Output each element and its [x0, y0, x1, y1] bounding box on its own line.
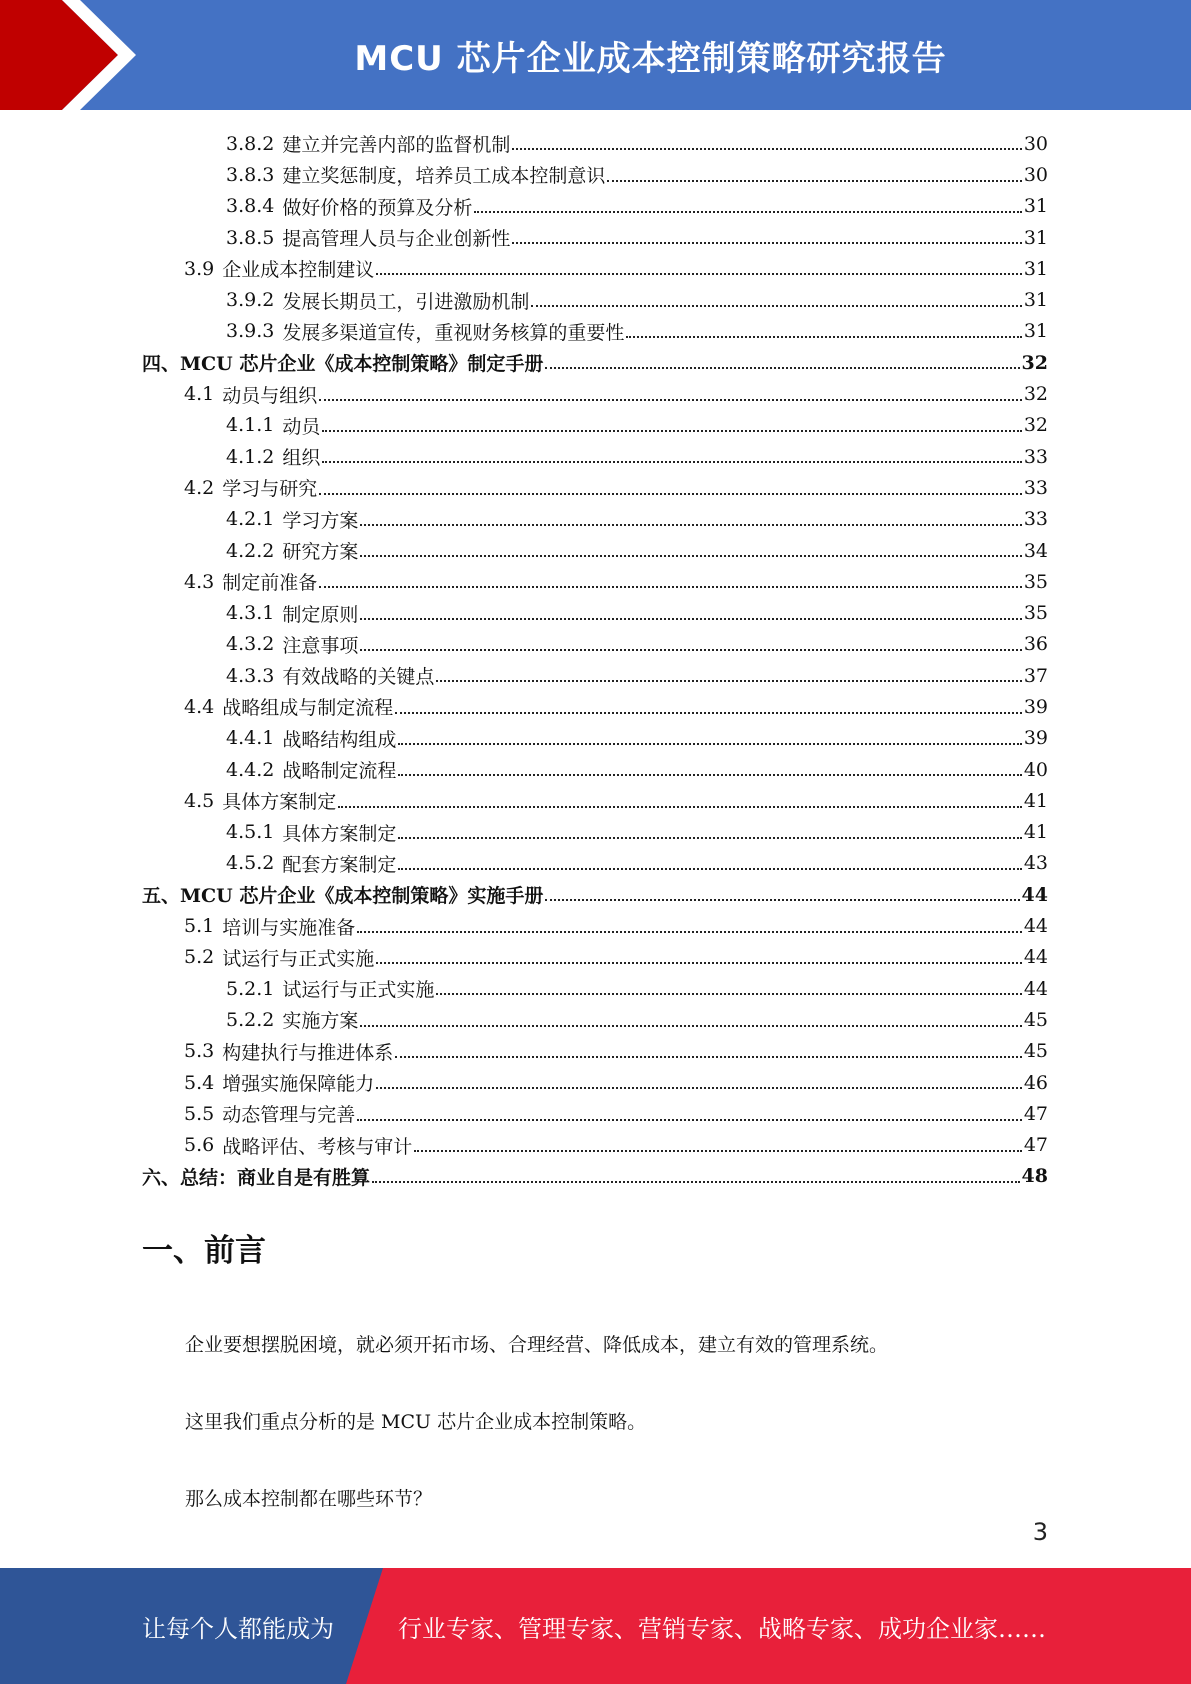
toc-entry[interactable] — [142, 1098, 1048, 1129]
toc-entry-title: 战略组成与制定流程 — [222, 697, 394, 720]
toc-entry-page: 44 — [1023, 946, 1048, 969]
toc-entry[interactable] — [142, 378, 1048, 409]
toc-dot-leader — [545, 898, 1019, 901]
toc-entry-title: 试运行与正式实施 — [282, 979, 435, 1002]
toc-entry-page: 39 — [1023, 727, 1048, 750]
toc-entry-page: 33 — [1023, 476, 1048, 499]
toc-entry[interactable] — [142, 660, 1048, 691]
toc-entry-title: 企业成本控制建议 — [222, 259, 375, 282]
toc-entry-number: 5.5 — [184, 1102, 215, 1125]
toc-dot-leader — [360, 648, 1021, 651]
toc-entry-number: 3.9 — [184, 257, 215, 280]
toc-entry[interactable] — [142, 754, 1048, 785]
toc-entry-title: 研究方案 — [282, 541, 359, 563]
toc-dot-leader — [319, 398, 1022, 401]
toc-entry[interactable] — [142, 222, 1048, 253]
toc-entry[interactable] — [142, 566, 1048, 597]
toc-entry[interactable] — [142, 848, 1048, 879]
toc-dot-leader — [338, 805, 1022, 808]
toc-entry[interactable] — [142, 910, 1048, 941]
toc-entry-page: 44 — [1023, 915, 1048, 938]
toc-dot-leader — [531, 304, 1021, 307]
toc-entry[interactable] — [142, 973, 1048, 1004]
toc-entry-page: 35 — [1023, 602, 1048, 625]
toc-entry-page: 31 — [1023, 226, 1048, 249]
toc-entry-title: 学习与研究 — [222, 478, 318, 501]
toc-entry-title: 注意事项 — [282, 634, 359, 657]
toc-dot-leader — [395, 1055, 1022, 1058]
page-footer — [0, 1568, 1191, 1684]
toc-entry-page: 47 — [1023, 1134, 1048, 1157]
toc-dot-leader — [357, 930, 1022, 933]
toc-entry-page: 44 — [1021, 883, 1048, 906]
toc-entry[interactable] — [142, 879, 1048, 910]
toc-entry-number: 5.6 — [184, 1134, 215, 1157]
toc-entry-title: 战略评估、考核与审计 — [222, 1135, 413, 1158]
toc-entry-title: 制定原则 — [282, 603, 359, 626]
toc-entry-title: 制定前准备 — [222, 572, 318, 595]
toc-dot-leader — [626, 335, 1021, 338]
toc-entry-title: 动态管理与完善 — [222, 1104, 356, 1127]
toc-entry-number: 5.1 — [184, 915, 215, 938]
toc-entry-page: 37 — [1023, 664, 1048, 687]
document-title: MCU 芯片企业成本控制策略研究报告 — [354, 38, 947, 79]
toc-entry-page: 31 — [1023, 257, 1048, 280]
toc-dot-leader — [607, 179, 1021, 182]
toc-entry[interactable] — [142, 785, 1048, 816]
toc-entry-page: 48 — [1021, 1165, 1048, 1188]
toc-entry-title: 建立并完善内部的监督机制 — [282, 134, 511, 157]
toc-entry-page: 39 — [1023, 695, 1048, 718]
toc-dot-leader — [512, 241, 1021, 244]
toc-entry[interactable] — [142, 691, 1048, 722]
toc-entry[interactable] — [142, 1036, 1048, 1067]
toc-dot-leader — [357, 1118, 1022, 1121]
toc-dot-leader — [398, 867, 1021, 870]
toc-entry[interactable] — [142, 441, 1048, 472]
toc-entry-page: 32 — [1021, 351, 1048, 374]
toc-entry[interactable] — [142, 597, 1048, 628]
toc-entry-number: 5.2.1 — [226, 977, 275, 1000]
toc-entry-title: 学习方案 — [282, 509, 359, 532]
toc-entry-title: 有效战略的关键点 — [282, 666, 435, 689]
toc-entry-number: 4.1.2 — [226, 445, 275, 468]
toc-entry-number: 4.5.2 — [226, 852, 275, 875]
toc-entry[interactable] — [142, 942, 1048, 973]
toc-dot-leader — [360, 523, 1021, 526]
toc-entry-number: 3.8.5 — [226, 226, 275, 249]
toc-entry-number: 4.2.1 — [226, 508, 275, 531]
toc-entry-title: 六、总结：商业自是有胜算 — [142, 1166, 371, 1189]
toc-dot-leader — [319, 585, 1022, 588]
toc-entry-title: 配套方案制定 — [282, 853, 397, 876]
toc-dot-leader — [395, 711, 1022, 714]
toc-entry[interactable] — [142, 159, 1048, 190]
toc-entry-number: 5.4 — [184, 1071, 215, 1094]
toc-entry[interactable] — [142, 535, 1048, 566]
toc-dot-leader — [398, 773, 1021, 776]
toc-entry-page: 32 — [1023, 414, 1048, 437]
toc-entry-page: 40 — [1023, 758, 1048, 781]
toc-entry-page: 30 — [1023, 163, 1048, 186]
toc-entry-page: 45 — [1023, 1008, 1048, 1031]
toc-entry-title: 动员与组织 — [222, 384, 318, 407]
toc-entry-page: 32 — [1023, 383, 1048, 406]
toc-entry-page: 43 — [1023, 852, 1048, 875]
toc-entry[interactable] — [142, 191, 1048, 222]
toc-entry-title: 发展多渠道宣传，重视财务核算的重要性 — [282, 321, 625, 344]
toc-entry-page: 41 — [1023, 789, 1048, 812]
paragraph: 企业要想摆脱困境，就必须开拓市场、合理经营、降低成本，建立有效的管理系统。 — [185, 1334, 889, 1356]
toc-entry-title: 五、MCU 芯片企业《成本控制策略》实施手册 — [142, 885, 544, 908]
toc-entry-title: 四、MCU 芯片企业《成本控制策略》制定手册 — [142, 353, 544, 376]
table-of-contents — [142, 128, 1048, 1192]
toc-entry-number: 3.9.2 — [226, 289, 275, 312]
toc-entry[interactable] — [142, 629, 1048, 660]
toc-entry-number: 4.4 — [184, 695, 215, 718]
page-number: 3 — [1032, 1518, 1048, 1546]
toc-entry-page: 36 — [1023, 633, 1048, 656]
toc-entry-number: 5.2 — [184, 946, 215, 969]
toc-entry[interactable] — [142, 1004, 1048, 1035]
toc-dot-leader — [360, 617, 1021, 620]
toc-entry-page: 34 — [1023, 539, 1048, 562]
toc-entry[interactable] — [142, 128, 1048, 159]
page-header — [0, 0, 1191, 110]
toc-entry-number: 4.3.3 — [226, 664, 275, 687]
footer-slogan-right: 行业专家、管理专家、营销专家、战略专家、成功企业家…… — [398, 1614, 1046, 1643]
toc-entry-title: 建立奖惩制度，培养员工成本控制意识 — [282, 165, 606, 188]
toc-dot-leader — [436, 992, 1021, 995]
toc-dot-leader — [436, 679, 1021, 682]
toc-dot-leader — [319, 492, 1022, 495]
paragraph: 这里我们重点分析的是 MCU 芯片企业成本控制策略。 — [185, 1411, 647, 1433]
toc-dot-leader — [398, 742, 1021, 745]
toc-dot-leader — [376, 1086, 1022, 1089]
toc-entry-number: 3.8.2 — [226, 132, 275, 155]
toc-entry-title: 培训与实施准备 — [222, 916, 356, 939]
toc-dot-leader — [398, 836, 1021, 839]
toc-entry-title: 战略制定流程 — [282, 760, 397, 783]
toc-entry-page: 41 — [1023, 821, 1048, 844]
toc-entry-title: 试运行与正式实施 — [222, 947, 375, 970]
toc-entry-title: 动员 — [282, 415, 321, 438]
toc-entry-number: 3.8.3 — [226, 163, 275, 186]
toc-dot-leader — [372, 1180, 1020, 1183]
toc-dot-leader — [322, 429, 1021, 432]
footer-slogan-left: 让每个人都能成为 — [142, 1614, 334, 1643]
toc-entry-number: 4.3.1 — [226, 602, 275, 625]
toc-entry-title: 具体方案制定 — [222, 791, 337, 814]
toc-dot-leader — [322, 460, 1021, 463]
toc-entry-number: 4.4.2 — [226, 758, 275, 781]
section-heading: 一、前言 — [142, 1233, 266, 1269]
toc-dot-leader — [414, 1149, 1022, 1152]
toc-entry-number: 3.9.3 — [226, 320, 275, 343]
toc-dot-leader — [545, 366, 1019, 369]
toc-entry[interactable] — [142, 284, 1048, 315]
toc-entry[interactable] — [142, 410, 1048, 441]
toc-entry-number: 4.1 — [184, 383, 215, 406]
toc-entry-page: 31 — [1023, 320, 1048, 343]
toc-entry-title: 具体方案制定 — [282, 822, 397, 845]
toc-entry-page: 31 — [1023, 195, 1048, 218]
toc-dot-leader — [376, 961, 1022, 964]
toc-dot-leader — [360, 1024, 1021, 1027]
toc-entry-number: 4.2.2 — [226, 539, 275, 562]
toc-entry-title: 提高管理人员与企业创新性 — [282, 228, 511, 251]
toc-dot-leader — [360, 554, 1021, 557]
paragraph: 那么成本控制都在哪些环节？ — [185, 1488, 433, 1510]
toc-entry[interactable] — [142, 504, 1048, 535]
toc-dot-leader — [474, 210, 1021, 213]
toc-entry-page: 31 — [1023, 289, 1048, 312]
toc-entry-title: 战略结构组成 — [282, 728, 397, 751]
toc-entry-page: 33 — [1023, 445, 1048, 468]
toc-entry-number: 4.5 — [184, 789, 215, 812]
toc-entry-page: 35 — [1023, 570, 1048, 593]
toc-entry-number: 4.4.1 — [226, 727, 275, 750]
toc-entry-number: 4.2 — [184, 476, 215, 499]
toc-entry-number: 5.3 — [184, 1040, 215, 1063]
toc-entry-number: 3.8.4 — [226, 195, 275, 218]
toc-entry-title: 构建执行与推进体系 — [222, 1041, 394, 1064]
toc-entry-title: 发展长期员工，引进激励机制 — [282, 290, 530, 313]
toc-entry[interactable] — [142, 817, 1048, 848]
toc-entry-title: 组织 — [282, 447, 321, 470]
toc-entry[interactable] — [142, 347, 1048, 378]
toc-entry-title: 增强实施保障能力 — [222, 1073, 375, 1096]
toc-entry-number: 4.5.1 — [226, 821, 275, 844]
toc-entry[interactable] — [142, 1067, 1048, 1098]
toc-entry[interactable] — [142, 253, 1048, 284]
toc-entry-page: 33 — [1023, 508, 1048, 531]
toc-entry-page: 30 — [1023, 132, 1048, 155]
toc-entry-number: 5.2.2 — [226, 1008, 275, 1031]
toc-entry-page: 44 — [1023, 977, 1048, 1000]
toc-entry-title: 实施方案 — [282, 1010, 359, 1033]
toc-dot-leader — [512, 147, 1021, 150]
toc-entry-page: 45 — [1023, 1040, 1048, 1063]
toc-entry-page: 46 — [1023, 1071, 1048, 1094]
toc-entry-number: 4.1.1 — [226, 414, 275, 437]
toc-entry-number: 4.3.2 — [226, 633, 275, 656]
toc-entry[interactable] — [142, 472, 1048, 503]
toc-entry[interactable] — [142, 316, 1048, 347]
toc-dot-leader — [376, 272, 1022, 275]
toc-entry-page: 47 — [1023, 1102, 1048, 1125]
toc-entry[interactable] — [142, 1161, 1048, 1192]
toc-entry[interactable] — [142, 723, 1048, 754]
toc-entry-number: 4.3 — [184, 570, 215, 593]
toc-entry-title: 做好价格的预算及分析 — [282, 196, 473, 219]
toc-entry[interactable] — [142, 1130, 1048, 1161]
